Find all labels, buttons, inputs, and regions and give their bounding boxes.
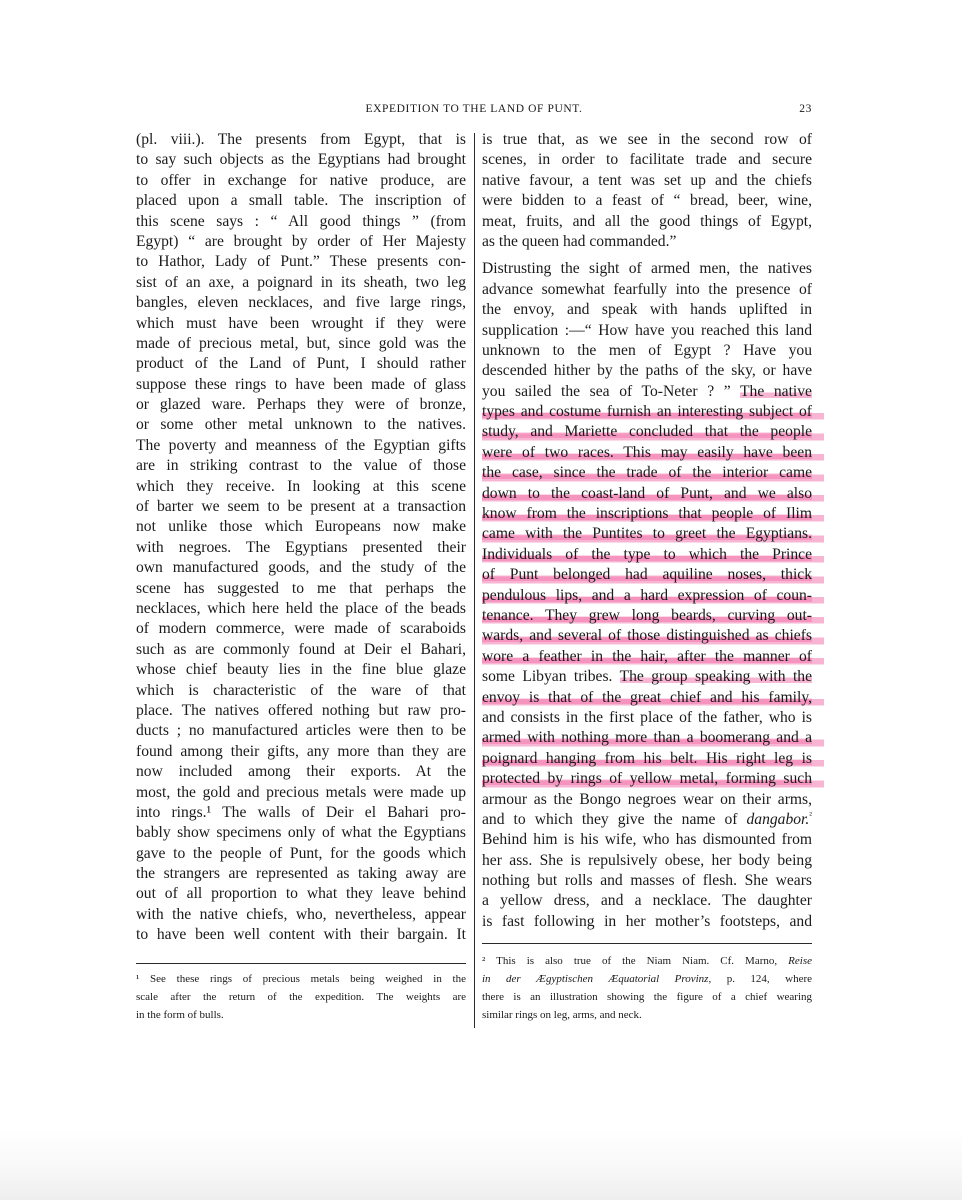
text-line: gave to the people of Punt, for the goods which: [136, 844, 466, 862]
text-line: sist of an axe, a poignard in its sheath, two leg: [136, 273, 466, 291]
text-line: [482, 891, 812, 911]
text-line: whose chief beauty lies in the fine blue glaze: [136, 661, 466, 679]
line-text: a yellow dress, and a necklace. The daughter: [482, 892, 812, 910]
text-line: [482, 790, 812, 810]
highlighted-text: down to the coast-land of Punt, and we also: [482, 484, 812, 502]
footnote-italic: Reise: [788, 955, 812, 967]
footnote-text: ² This is also true of the Niam Niam. Cf. Marno,: [482, 955, 789, 967]
line-text: supplication :—“ How have you reached this land: [482, 321, 812, 339]
text-line: with the native chiefs, who, nevertheless, appear: [136, 905, 466, 923]
text-line: [482, 667, 812, 687]
line-text: is fast following in her mother’s footsteps, and: [482, 912, 812, 930]
text-line: [482, 871, 812, 891]
highlighted-text: wards, and several of those distinguished as chiefs: [482, 627, 812, 645]
footnote-text: p. 124, where: [711, 973, 812, 985]
text-line: [482, 341, 812, 361]
highlighted-text: know from the inscriptions that people of Ilim: [482, 505, 812, 523]
line-text: you sailed the sea of To-Neter ? ”: [482, 382, 741, 400]
text-line: found among their gifts, any more than they are: [136, 742, 466, 760]
text-line: to offer in exchange for native produce, are: [136, 171, 466, 189]
text-line: suppose these rings to have been made of glass: [136, 375, 466, 393]
line-text: descended hither by the paths of the sky, or have: [482, 362, 812, 380]
highlighted-text: tenance. They grew long beards, curving out-: [482, 606, 812, 624]
text-line: [482, 912, 812, 932]
text-line: bangles, eleven necklaces, and five large rings,: [136, 294, 466, 312]
text-line: scenes, in order to facilitate trade and secure: [482, 151, 812, 169]
highlighted-text: protected by rings of yellow metal, forming such: [482, 770, 812, 788]
text-line: [482, 524, 824, 544]
line-text: advance somewhat fearfully into the presence of: [482, 280, 812, 298]
text-line: scene has suggested to me that perhaps the: [136, 579, 466, 597]
text-line: [482, 606, 824, 626]
right-column: [482, 130, 812, 932]
highlighted-text: came with the Puntites to greet the Egyptians.: [482, 525, 812, 543]
text-line: most, the gold and precious metals were made up: [136, 783, 466, 801]
footnote-line: similar rings on leg, arms, and neck.: [482, 1009, 642, 1021]
text-line: [482, 586, 824, 606]
text-line: the strangers are represented as taking away are: [136, 865, 466, 883]
highlighted-text: Individuals of the type to which the Prince: [482, 545, 812, 563]
text-line: which they receive. In looking at this scene: [136, 477, 466, 495]
text-line: [482, 565, 824, 585]
text-line: own manufactured goods, and the study of the: [136, 559, 466, 577]
text-line: placed upon a small table. The inscription of: [136, 192, 466, 210]
text-line: as the queen had commanded.”: [482, 232, 677, 250]
text-line: not unlike those which Europeans now make: [136, 518, 466, 536]
text-line: of barter we seem to be present at a transaction: [136, 498, 466, 516]
text-line: [482, 504, 824, 524]
text-line: or some other metal unknown to the natives.: [136, 416, 466, 434]
text-line: (pl. viii.). The presents from Egypt, that is: [136, 131, 466, 148]
text-line: into rings.¹ The walls of Deir el Bahari pro-: [136, 803, 466, 821]
footnote-line: [482, 952, 812, 970]
left-footnote-rule: [136, 963, 466, 964]
text-line: [482, 463, 824, 483]
text-line: Egypt) “ are brought by order of Her Majesty: [136, 232, 466, 250]
italic-term: dangabor.: [746, 810, 810, 828]
highlighted-text: the case, since the trade of the interior came: [482, 464, 812, 482]
line-text: Distrusting the sight of armed men, the natives: [482, 260, 812, 278]
text-line: [482, 830, 812, 850]
line-text: armour as the Bongo negroes wear on their arms,: [482, 790, 812, 808]
text-line: to say such objects as the Egyptians had brought: [136, 151, 466, 169]
highlighted-text: The group speaking with the: [619, 668, 812, 686]
text-line: ducts ; no manufactured articles were then to be: [136, 722, 466, 740]
line-text: the envoy, and speak with hands uplifted in: [482, 301, 812, 319]
text-line: place. The natives offered nothing but raw pro-: [136, 701, 466, 719]
running-head: [136, 103, 812, 119]
text-line: were bidden to a feast of “ bread, beer, wine,: [482, 192, 812, 210]
running-title: EXPEDITION TO THE LAND OF PUNT.: [365, 103, 583, 115]
line-text: unknown to the men of Egypt ? Have you: [482, 341, 812, 359]
text-line: [482, 321, 812, 341]
highlighted-text: study, and Mariette concluded that the people: [482, 423, 812, 441]
right-footnote-rule: [482, 943, 812, 944]
text-line: meat, fruits, and all the good things of Egypt,: [482, 212, 812, 230]
line-text: and to which they give the name of: [482, 810, 747, 828]
text-line: made of precious metal, but, since gold was the: [136, 334, 466, 352]
text-line: [482, 545, 824, 565]
text-line: [482, 402, 824, 422]
text-line: product of the Land of Punt, I should rather: [136, 355, 466, 373]
text-line: [482, 851, 812, 871]
text-line: [482, 300, 812, 320]
text-line: [482, 708, 812, 728]
text-line: [482, 810, 812, 830]
text-line: of modern commerce, were made of scaraboids: [136, 620, 466, 638]
text-line: to have been well content with their bargain. It: [136, 926, 466, 944]
line-text: and consists in the first place of the father, who is: [482, 708, 812, 726]
line-text: some Libyan tribes.: [482, 668, 620, 686]
text-line: [482, 382, 812, 402]
page-number: 23: [799, 103, 812, 115]
text-line: or glazed ware. Perhaps they were of bronze,: [136, 396, 466, 414]
text-line: which is characteristic of the ware of that: [136, 681, 466, 699]
text-line: [482, 443, 824, 463]
text-line: [482, 259, 812, 279]
highlighted-text: envoy is that of the great chief and his family,: [482, 688, 812, 706]
highlighted-text: poignard hanging from his belt. His right leg is: [482, 749, 812, 767]
text-line: [482, 728, 824, 748]
text-line: out of all proportion to what they leave behind: [136, 885, 466, 903]
text-line: [482, 769, 824, 789]
text-line: is true that, as we see in the second row of: [482, 131, 812, 148]
line-text: Behind him is his wife, who has dismounted from: [482, 831, 812, 849]
footnote-line: scale after the return of the expedition. The weights are: [136, 991, 466, 1003]
text-line: are in striking contrast to the value of those: [136, 457, 466, 475]
text-line: [482, 688, 824, 708]
text-line: bably show specimens only of what the Egyptians: [136, 824, 466, 842]
left-column: [136, 130, 466, 946]
left-footnote: [136, 970, 466, 1024]
footnote-marker: ²: [809, 809, 812, 820]
text-line: The poverty and meanness of the Egyptian gifts: [136, 436, 466, 454]
footnote-italic: in der Ægyptischen Æquatorial Provinz,: [482, 973, 712, 985]
text-line: which must have been wrought if they were: [136, 314, 466, 332]
text-line: [482, 647, 824, 667]
text-line: [482, 749, 824, 769]
text-line: [482, 361, 812, 381]
footnote-line: there is an illustration showing the figure of a chief wearing: [482, 991, 812, 1003]
highlighted-text: were of two races. This may easily have been: [482, 443, 812, 461]
highlighted-text: pendulous lips, and a hard expression of coun-: [482, 586, 812, 604]
footnote-line: ¹ See these rings of precious metals being weighed in the: [136, 973, 466, 985]
text-line: native favour, a tent was set up and the chiefs: [482, 171, 812, 189]
scan-bottom-shadow: [0, 1130, 962, 1200]
text-line: [482, 422, 824, 442]
right-footnote: [482, 952, 812, 1024]
highlighted-text: of Punt belonged had aquiline noses, thick: [482, 566, 812, 584]
footnote-line: in the form of bulls.: [136, 1009, 224, 1021]
highlighted-text: armed with nothing more than a boomerang and a: [482, 729, 812, 747]
text-line: such as are commonly found at Deir el Bahari,: [136, 640, 466, 658]
text-line: with negroes. The Egyptians presented their: [136, 538, 466, 556]
text-line: [482, 626, 824, 646]
text-line: now included among their exports. At the: [136, 763, 466, 781]
text-line: to Hathor, Lady of Punt.” These presents con-: [136, 253, 466, 271]
line-text: nothing but rolls and masses of flesh. She wears: [482, 872, 812, 890]
text-line: this scene says : “ All good things ” (from: [136, 212, 466, 230]
highlighted-text: types and costume furnish an interesting subject of: [482, 403, 812, 421]
highlighted-text: wore a feather in the hair, after the manner of: [482, 647, 812, 665]
text-line: necklaces, which here held the place of the beads: [136, 599, 466, 617]
column-divider: [474, 133, 475, 1028]
highlighted-text: The native: [740, 382, 812, 400]
footnote-line: [482, 970, 812, 988]
text-line: [482, 484, 824, 504]
line-text: her ass. She is repulsively obese, her body being: [482, 851, 812, 869]
text-line: [482, 280, 812, 300]
